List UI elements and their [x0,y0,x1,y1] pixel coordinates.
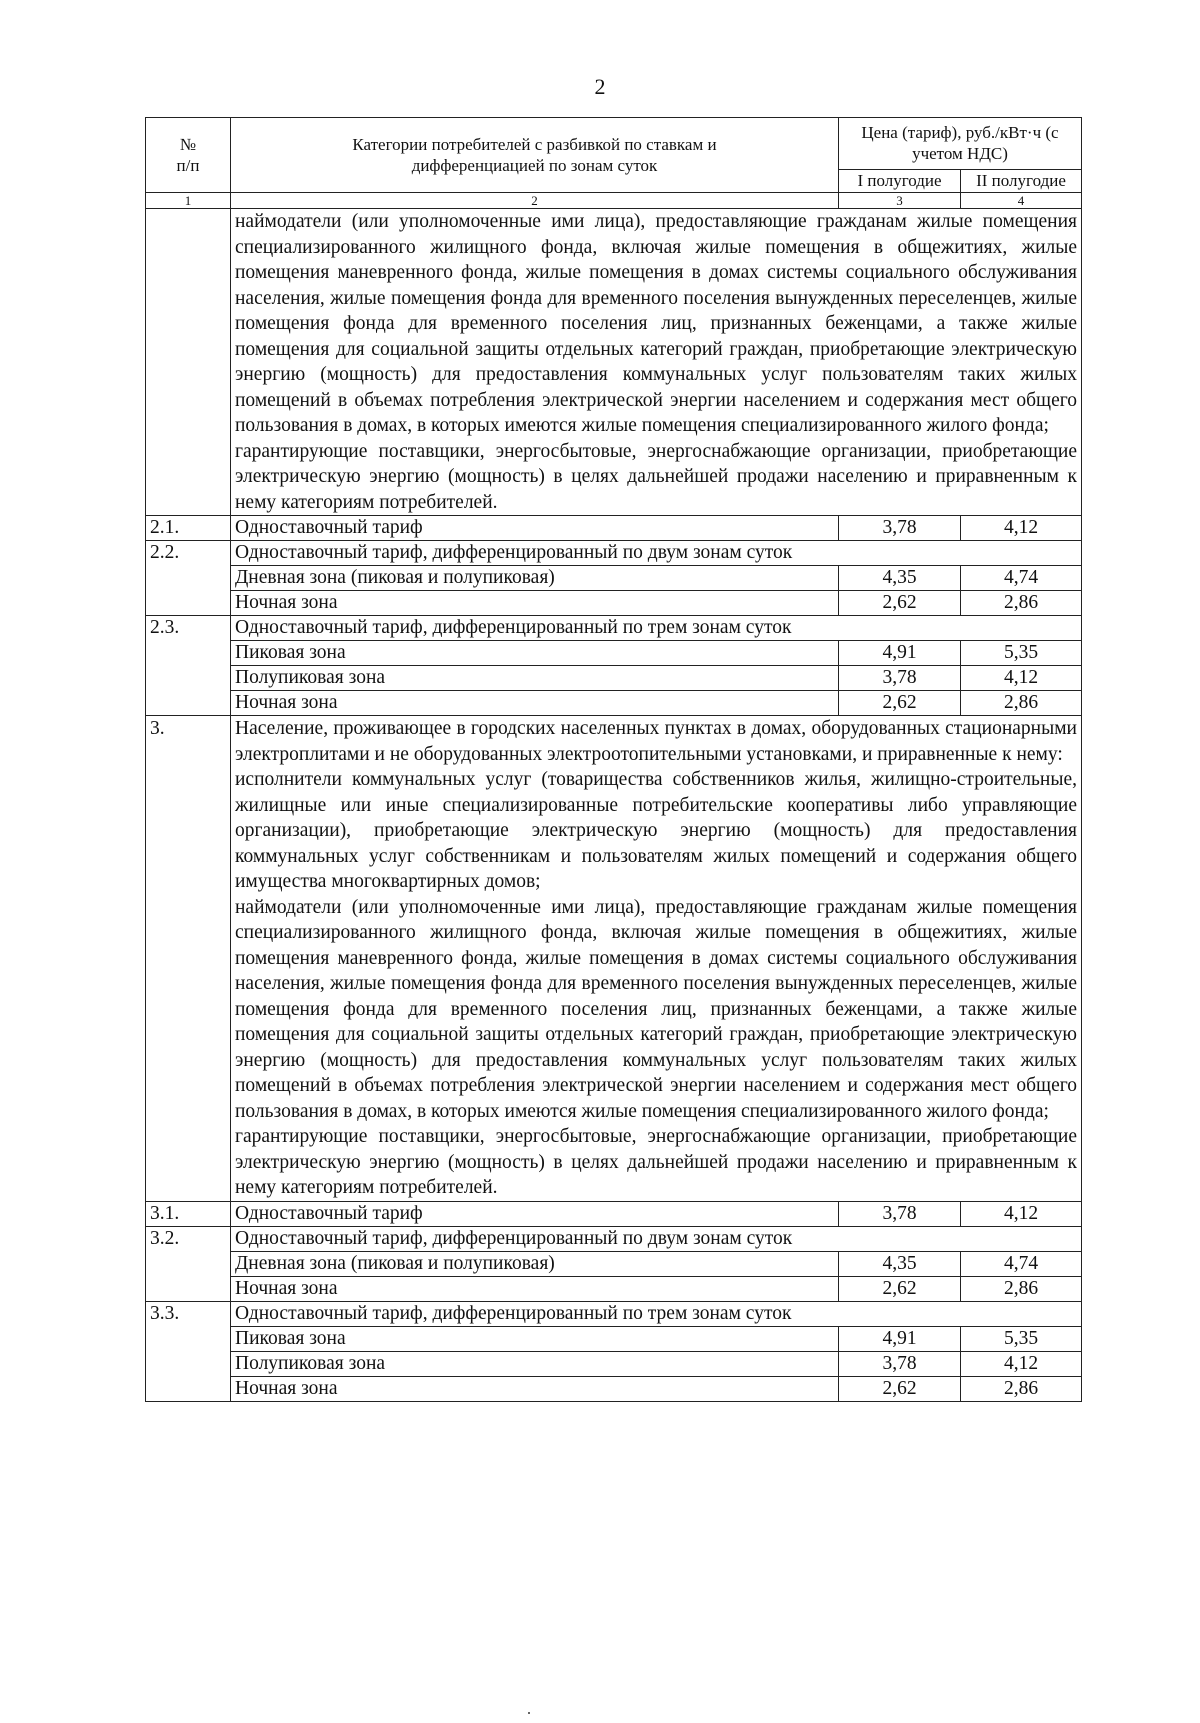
row-label: Одноставочный тариф [231,1201,839,1226]
colnum-3: 3 [839,193,961,209]
row-number: 3.1. [146,1201,231,1226]
table-row [146,516,1082,541]
price-h2: 2,86 [961,1276,1082,1301]
row-number: 3.2. [146,1226,231,1251]
table-row [146,1251,1082,1276]
price-h1: 4,91 [839,641,961,666]
category-header: Категории потребителей с разбивкой по ставкам и дифференциацией по зонам суток [231,118,839,193]
price-h1: 3,78 [839,516,961,541]
row-number [146,1376,231,1401]
price-h2: 5,35 [961,1326,1082,1351]
row-label: Ночная зона [231,591,839,616]
intro-no-cell [146,209,231,516]
price-h1: 2,62 [839,1276,961,1301]
header-row [146,118,1082,170]
price-h2: 2,86 [961,1376,1082,1401]
row-label: Ночная зона [231,1376,839,1401]
row-label: Пиковая зона [231,641,839,666]
table-row [146,591,1082,616]
price-h1: 4,35 [839,566,961,591]
colnum-2: 2 [231,193,839,209]
price-h1: 2,62 [839,1376,961,1401]
row-number [146,666,231,691]
row-number [146,641,231,666]
table-row [146,1301,1082,1326]
row-label: Одноставочный тариф, дифференцированный по двум зонам суток [231,541,1082,566]
row-label: Одноставочный тариф, дифференцированный по двум зонам суток [231,1226,1082,1251]
table-row [146,691,1082,716]
tariff-table [145,117,1082,1402]
row-label: Дневная зона (пиковая и полупиковая) [231,1251,839,1276]
row-number: 2.3. [146,616,231,641]
row-label: Одноставочный тариф, дифференцированный по трем зонам суток [231,616,1082,641]
row-number: 2.2. [146,541,231,566]
row-number [146,591,231,616]
row-label: Одноставочный тариф, дифференцированный по трем зонам суток [231,1301,1082,1326]
price-h2: 4,74 [961,1251,1082,1276]
intro-block-row [146,209,1082,516]
table-row [146,1326,1082,1351]
row-number [146,691,231,716]
row-number [146,1326,231,1351]
intro-paragraph-1: наймодатели (или уполномоченные ими лица), предоставляющие гражданам жилые помещения специализированного жилищного фонда, включая жилые помещения в общежитиях, жилые помещения маневренного фонда, жилые помещения в домах системы социального обслуживания населения, жилые помещения фонда для временного поселения вынужденных переселенцев, жилые помещения фонда для временного поселения лиц, признанных беженцами, а также жилые помещения для социальной защиты отдельных категорий граждан, приобретающие электрическую энергию (мощность) для предоставления коммунальных услуг пользователям таких жилых помещений в объемах потребления электрической энергии населением и содержания мест общего пользования в домах, в которых имеются жилые помещения специализированного жилого фонда; [235,211,1077,436]
price-h1: 3,78 [839,1351,961,1376]
section3-paragraph-3: гарантирующие поставщики, энергосбытовые, энергоснабжающие организации, приобретающие электрическую энергию (мощность) в целях дальнейшей продажи населению и приравненным к нему категориям потребителей. [235,1126,1077,1198]
price-h2: 4,12 [961,1201,1082,1226]
price-h1: 3,78 [839,666,961,691]
table-row [146,616,1082,641]
price-h2: 4,74 [961,566,1082,591]
scan-speck [528,1712,530,1714]
price-h2: 4,12 [961,516,1082,541]
row-number [146,566,231,591]
row-number [146,1251,231,1276]
row-label: Полупиковая зона [231,666,839,691]
row-label: Ночная зона [231,1276,839,1301]
table-row [146,541,1082,566]
price-h2: 4,12 [961,1351,1082,1376]
num-header: № п/п [146,118,231,193]
price-h2: 4,12 [961,666,1082,691]
table-row [146,1276,1082,1301]
row-label: Дневная зона (пиковая и полупиковая) [231,566,839,591]
colnum-1: 1 [146,193,231,209]
price-h2: 2,86 [961,691,1082,716]
table-row [146,1351,1082,1376]
table-row [146,566,1082,591]
row-number: 3.3. [146,1301,231,1326]
table-row [146,1226,1082,1251]
price-h1: 4,35 [839,1251,961,1276]
section3-paragraph-0: Население, проживающее в городских населенных пунктах в домах, оборудованных стационарными электроплитами и не оборудованных электроотопительными установками, и приравненные к нему: [235,718,1077,765]
price-h1: 3,78 [839,1201,961,1226]
colnum-4: 4 [961,193,1082,209]
price-h2: 2,86 [961,591,1082,616]
price-header: Цена (тариф), руб./кВт·ч (с учетом НДС) [839,118,1082,170]
row-label: Ночная зона [231,691,839,716]
page-number: 2 [594,74,606,99]
section3-paragraph-1: исполнители коммунальных услуг (товарищества собственников жилья, жилищно-строительные, жилищные или иные специализированные потребительские кооперативы либо управляющие организации), приобретающие электрическую энергию (мощность) для предоставления коммунальных услуг собственникам и пользователям жилых помещений и содержания общего имущества многоквартирных домов; [235,769,1077,892]
half1-header: I полугодие [839,169,961,192]
row-label: Одноставочный тариф [231,516,839,541]
intro-paragraph-2: гарантирующие поставщики, энергосбытовые, энергоснабжающие организации, приобретающие электрическую энергию (мощность) в целях дальнейшей продажи населению и приравненным к нему категориям потребителей. [235,440,1077,513]
price-h1: 2,62 [839,691,961,716]
intro-text-cell [231,209,1082,516]
section3-block-row [146,716,1082,1202]
section3-text-cell [231,716,1082,1202]
table-row [146,641,1082,666]
half2-header: II полугодие [961,169,1082,192]
price-h2: 5,35 [961,641,1082,666]
table-row [146,1201,1082,1226]
table-row [146,1376,1082,1401]
row-number [146,1276,231,1301]
row-number: 2.1. [146,516,231,541]
price-h1: 4,91 [839,1326,961,1351]
section3-paragraph-2: наймодатели (или уполномоченные ими лица), предоставляющие гражданам жилые помещения специализированного жилищного фонда, включая жилые помещения в общежитиях, жилые помещения маневренного фонда, жилые помещения в домах системы социального обслуживания населения, жилые помещения фонда для временного поселения вынужденных переселенцев, жилые помещения фонда для временного поселения лиц, признанных беженцами, а также жилые помещения для социальной защиты отдельных категорий граждан, приобретающие электрическую энергию (мощность) для предоставления коммунальных услуг пользователям таких жилых помещений в объемах потребления электрической энергии населением и содержания мест общего пользования в домах, в которых имеются жилые помещения специализированного жилого фонда; [235,896,1077,1122]
price-h1: 2,62 [839,591,961,616]
section3-number: 3. [146,716,231,1202]
column-number-row [146,193,1082,209]
table-row [146,666,1082,691]
row-label: Полупиковая зона [231,1351,839,1376]
row-number [146,1351,231,1376]
row-label: Пиковая зона [231,1326,839,1351]
